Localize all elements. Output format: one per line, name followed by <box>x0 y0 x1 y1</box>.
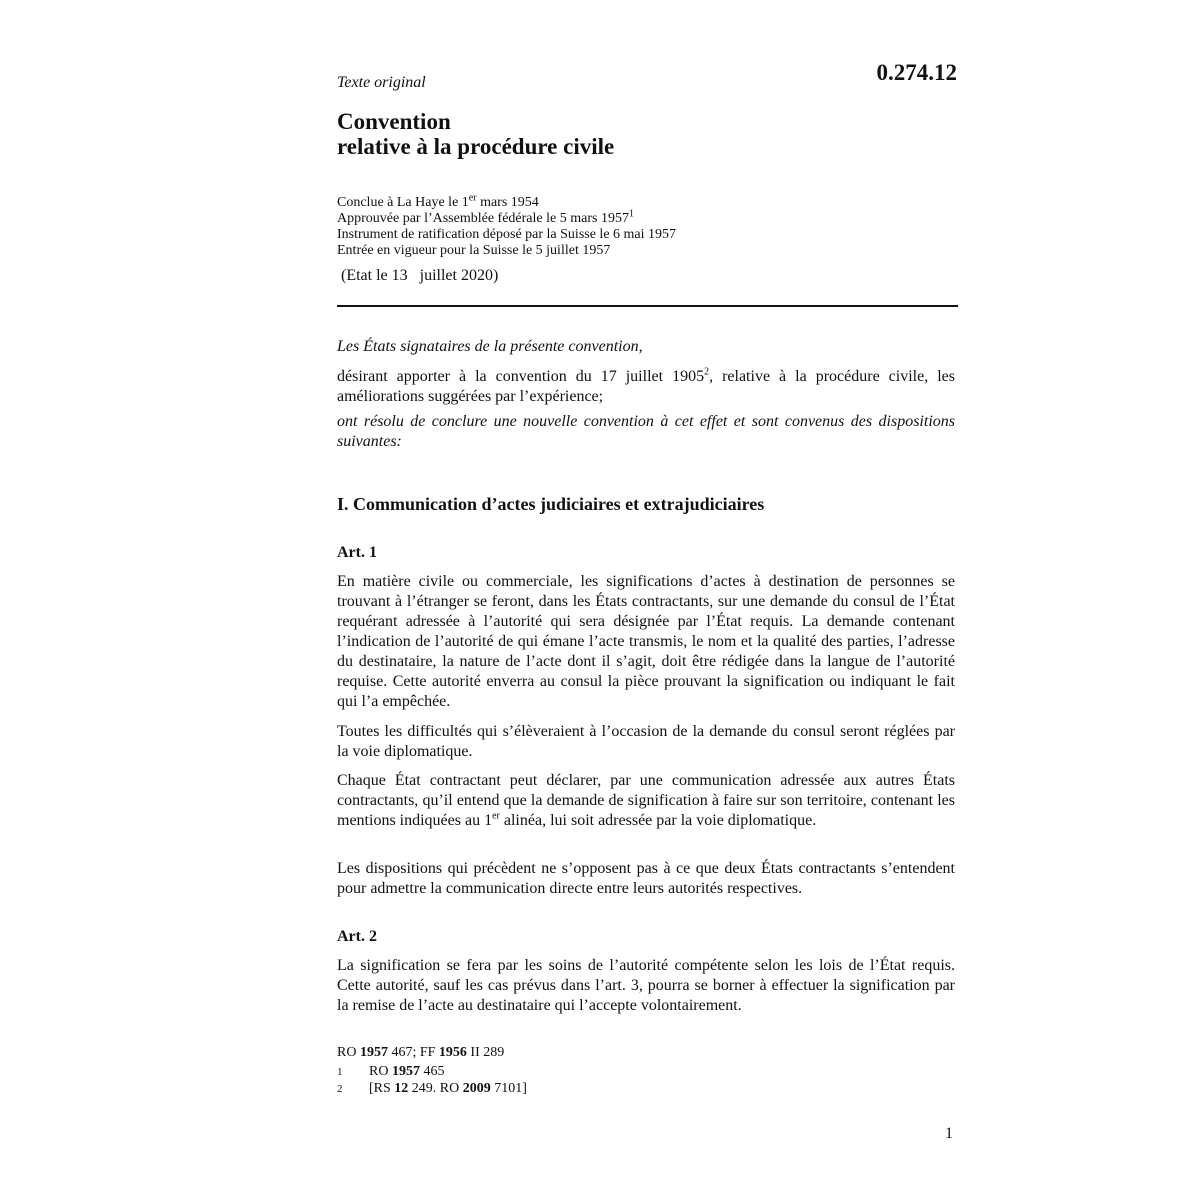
fn-year: 1957 <box>359 1045 388 1060</box>
preamble-intro: Les États signataires de la présente convention, <box>337 338 643 355</box>
superscript: er <box>492 810 500 822</box>
footnote-source <box>337 1045 504 1061</box>
conclue-date: mars 1954 <box>476 195 539 210</box>
superscript: er <box>468 192 477 204</box>
art1-paragraph-4: Les dispositions qui précèdent ne s’opposent pas à ce que deux États contractants s’entendent pour admettre la communication directe entre leurs autorités respectives. <box>337 860 955 897</box>
footnote-1 <box>337 1064 444 1080</box>
fn-text: RO <box>369 1064 392 1079</box>
art1-paragraph-1: En matière civile ou commerciale, les significations d’actes à destination de personnes se trouvant à l’étranger se feront, dans les États contractants, sur une demande du consul de l’État requérant adressée à l’autorité qui sera désignée par l’État requis. La demande contenant l’indication de l’autorité de qui émane l’acte transmis, le nom et la qualité des parties, l’adresse du destinataire, la nature de l’acte dont il s’agit, doit être rédigée dans la langue de l’autorité requise. Cette autorité enverra au consul la pièce prouvant la signification ou indiquant le fait qui l’a empêchée. <box>337 573 955 710</box>
art2-p1-block <box>337 956 955 1016</box>
art1-p3-text: Chaque État contractant peut déclarer, par une communication adressée aux autres États contractants, qu’il entend que la demande de signification à faire sur son territoire, contenant les mentions indiquées au 1 <box>337 772 955 829</box>
fn-text: 467; FF <box>387 1045 439 1060</box>
fn-year: 1956 <box>438 1045 467 1060</box>
fn-volume: 12 <box>394 1081 409 1096</box>
art1-p4-block <box>337 859 955 899</box>
document-number: 0.274.12 <box>876 60 957 85</box>
preamble-desirant <box>337 367 955 407</box>
conclue-line <box>337 192 676 211</box>
approuvee-line <box>337 208 676 227</box>
footnote-number: 2 <box>337 1083 343 1095</box>
header-divider <box>337 305 958 307</box>
instrument-line: Instrument de ratification déposé par la Suisse le 6 mai 1957 <box>337 227 677 242</box>
document-title <box>337 109 614 159</box>
art1-paragraph-3 <box>337 771 955 831</box>
art1-paragraph-2: Toutes les difficultés qui s’élèveraient à l’occasion de la demande du consul seront réglées par la voie diplomatique. <box>337 723 955 760</box>
fn-text: 465 <box>419 1064 445 1079</box>
resolu-paragraph: ont résolu de conclure une nouvelle convention à cet effet et sont convenus des dispositions suivantes: <box>337 413 955 450</box>
art1-p2-block <box>337 722 955 762</box>
fn-text: RO <box>337 1045 360 1060</box>
fn-year: 1957 <box>391 1064 420 1079</box>
fn-text: II 289 <box>466 1045 505 1060</box>
footnote-ref-2: 2 <box>704 366 710 378</box>
art1-p3-text-end: alinéa, lui soit adressée par la voie diplomatique. <box>499 812 817 829</box>
art2-paragraph-1: La signification se fera par les soins de l’autorité compétente selon les lois de l’État requis. Cette autorité, sauf les cas prévus dans l’art. 3, pourra se borner à effectuer la signification par la remise de l’acte au destinataire qui l’accepte volontairement. <box>337 957 955 1014</box>
art1-p3-block <box>337 771 955 831</box>
document-page <box>337 0 957 1200</box>
fn-year: 2009 <box>462 1081 491 1096</box>
desirant-text-end: , relative à la procédure civile, les améliorations suggérées par l’expérience; <box>337 368 956 405</box>
preamble-resolu <box>337 412 955 452</box>
title-line-2: relative à la procédure civile <box>337 134 615 159</box>
art1-p1-block <box>337 572 955 712</box>
art2-heading: Art. 2 <box>337 928 377 945</box>
fn-text: 7101] <box>490 1081 527 1096</box>
title-line-1: Convention <box>337 109 451 134</box>
section-title: I. Communication d’actes judiciaires et extrajudiciaires <box>337 494 765 514</box>
etat-date: (Etat le 13 juillet 2020) <box>341 267 499 284</box>
fn-text: [RS <box>369 1081 395 1096</box>
entree-line: Entrée en vigueur pour la Suisse le 5 juillet 1957 <box>337 243 611 258</box>
texte-original-label: Texte original <box>337 74 426 91</box>
document-metadata <box>337 192 677 259</box>
approuvee-text: Approuvée par l’Assemblée fédérale le 5 mars 1957 <box>337 211 629 226</box>
footnote-ref-1: 1 <box>628 208 634 220</box>
page-number: 1 <box>945 1125 953 1142</box>
footnote-2 <box>337 1081 527 1097</box>
desirant-text: désirant apporter à la convention du 17 juillet 1905 <box>337 368 705 385</box>
conclue-text: Conclue à La Haye le 1 <box>337 195 469 210</box>
fn-text: 249. RO <box>408 1081 463 1096</box>
desirant-paragraph <box>337 367 955 407</box>
footnote-number: 1 <box>337 1066 343 1078</box>
art1-heading: Art. 1 <box>337 544 377 561</box>
